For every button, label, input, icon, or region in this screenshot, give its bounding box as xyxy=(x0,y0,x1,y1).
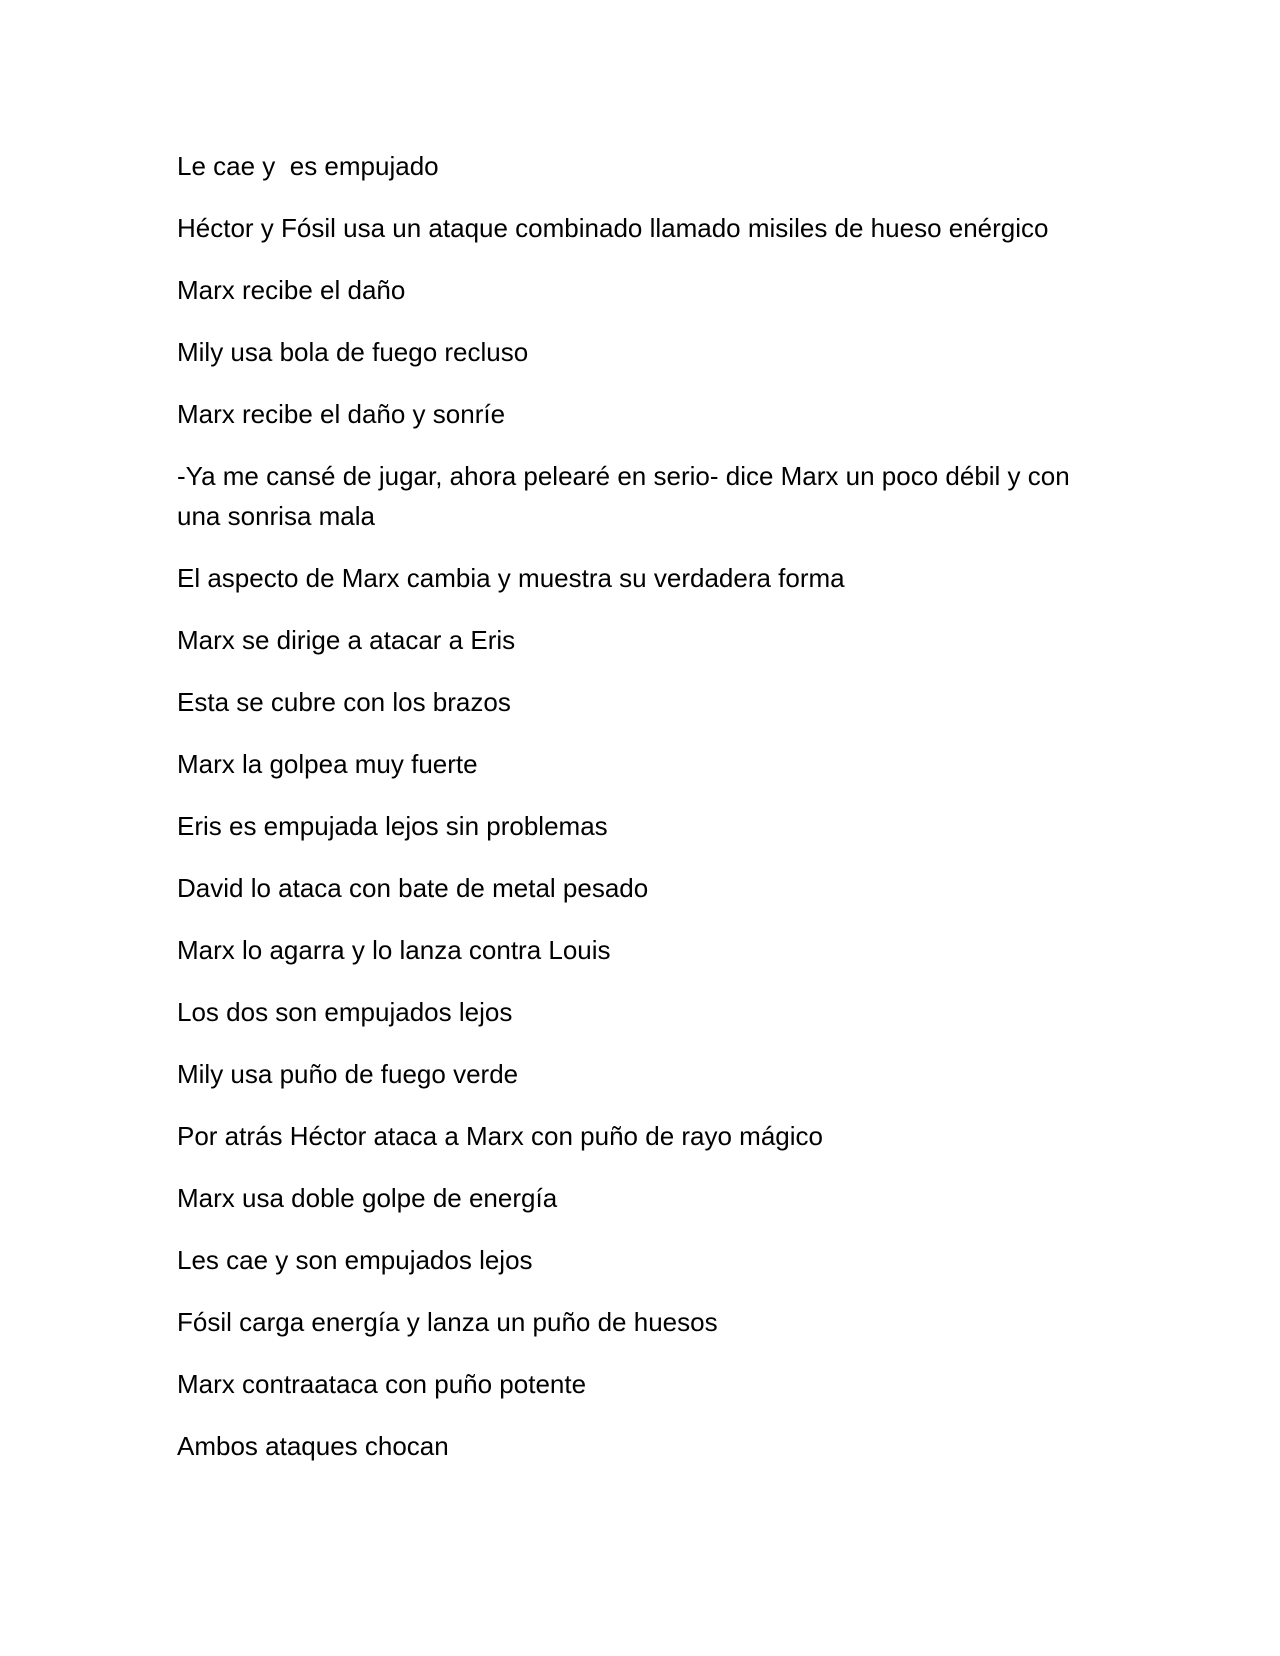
paragraph: Marx recibe el daño y sonríe xyxy=(177,399,506,429)
paragraph: Le cae y es empujado xyxy=(177,151,439,181)
paragraph: Les cae y son empujados lejos xyxy=(177,1245,533,1275)
paragraph: Héctor y Fósil usa un ataque combinado llamado misiles de hueso enérgico xyxy=(177,213,1049,243)
paragraph: Mily usa bola de fuego recluso xyxy=(177,337,529,367)
paragraph: Por atrás Héctor ataca a Marx con puño de rayo mágico xyxy=(177,1121,823,1151)
paragraph: -Ya me cansé de jugar, ahora pelearé en serio- dice Marx un poco débil y con una sonrisa mala xyxy=(177,461,1077,531)
paragraph: Marx usa doble golpe de energía xyxy=(177,1183,558,1213)
paragraph: Marx lo agarra y lo lanza contra Louis xyxy=(177,935,611,965)
paragraph: Fósil carga energía y lanza un puño de huesos xyxy=(177,1307,718,1337)
paragraph: Marx contraataca con puño potente xyxy=(177,1369,587,1399)
paragraph: David lo ataca con bate de metal pesado xyxy=(177,873,649,903)
paragraph: Mily usa puño de fuego verde xyxy=(177,1059,519,1089)
paragraph: Eris es empujada lejos sin problemas xyxy=(177,811,608,841)
paragraph: Los dos son empujados lejos xyxy=(177,997,513,1027)
paragraph: Esta se cubre con los brazos xyxy=(177,687,511,717)
paragraph: Marx recibe el daño xyxy=(177,275,406,305)
document-body xyxy=(177,146,1107,1488)
paragraph: Marx la golpea muy fuerte xyxy=(177,749,478,779)
paragraph: El aspecto de Marx cambia y muestra su verdadera forma xyxy=(177,563,845,593)
paragraph: Ambos ataques chocan xyxy=(177,1431,449,1461)
paragraph: Marx se dirige a atacar a Eris xyxy=(177,625,516,655)
